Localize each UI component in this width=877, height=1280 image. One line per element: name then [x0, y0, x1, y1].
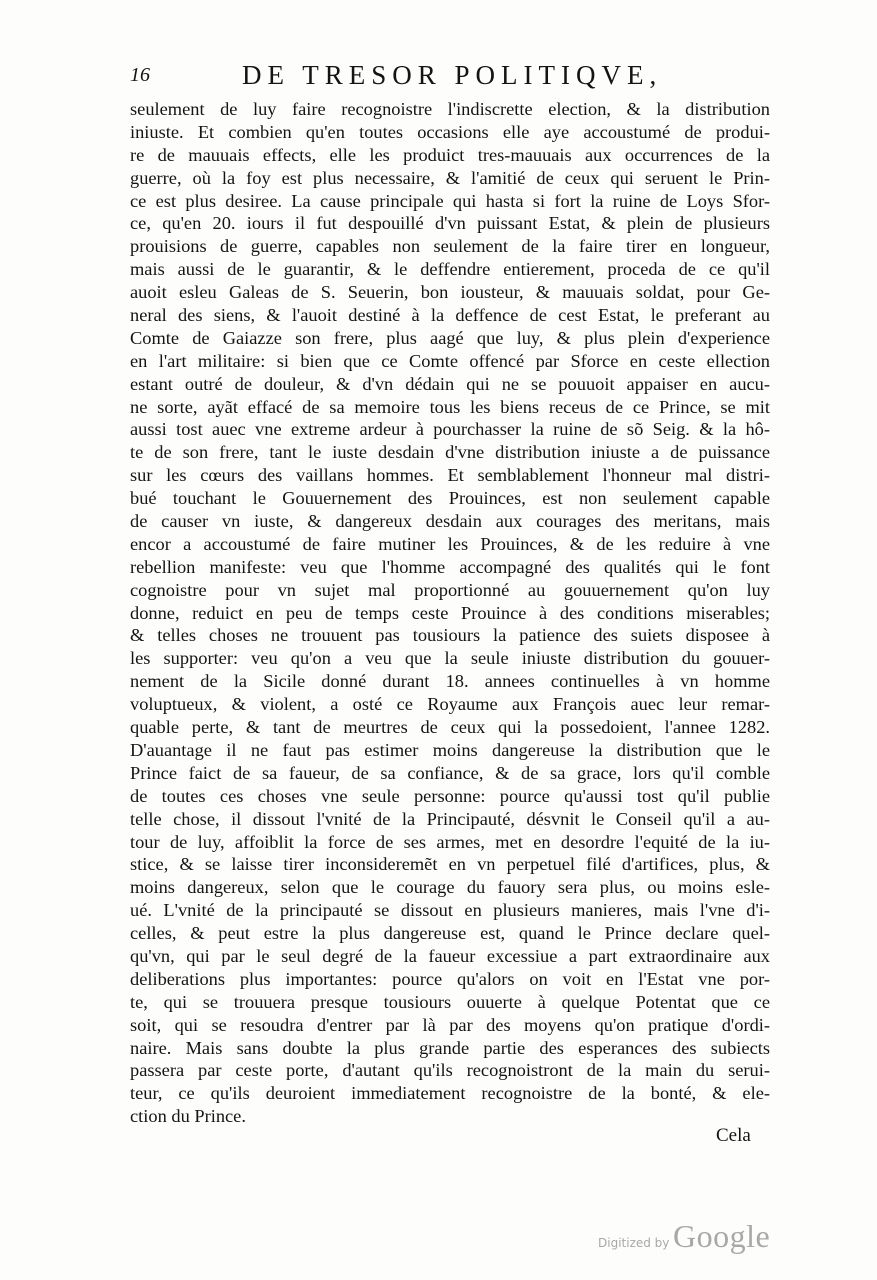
- watermark-prefix: Digitized by: [598, 1236, 670, 1250]
- text-line: de toutes ces choses vne seule personne: pource qu'aussi tost qu'il publie: [130, 785, 770, 806]
- text-line: & telles choses ne trouuent pas tousiours la patience des suiets disposee à: [130, 625, 770, 646]
- text-line: qu'vn, qui par le seul degré de la faueur excessiue a part extraordinaire aux: [130, 945, 770, 966]
- text-line: soit, qui se resoudra d'entrer par là par des moyens qu'on pratique d'ordi-: [130, 1014, 770, 1035]
- text-line: deliberations plus importantes: pource qu'alors on voit en l'Estat vne por-: [130, 968, 770, 989]
- text-line: Comte de Gaiazze son frere, plus aagé que luy, & plus plein d'experience: [130, 327, 770, 348]
- text-line: sur les cœurs des vaillans hommes. Et semblablement l'honneur mal distri-: [130, 465, 770, 486]
- page-number: 16: [130, 64, 150, 86]
- text-line: neral des siens, & l'auoit destiné à la deffence de cest Estat, le preferant au: [130, 305, 770, 326]
- text-line: bué touchant le Gouuernement des Prouinces, est non seulement capable: [130, 488, 770, 509]
- text-line: tour de luy, affoiblit la force de ses armes, met en desordre l'equité de la iu-: [130, 831, 770, 852]
- text-line: te de son frere, tant le iuste desdain d'vne distribution iniuste a de puissance: [130, 442, 770, 463]
- text-line: Prince faict de sa faueur, de sa confiance, & de sa grace, lors qu'il comble: [130, 762, 770, 783]
- body-text: [130, 98, 770, 1128]
- text-line: encor a accoustumé de faire mutiner les Prouinces, & de les reduire à vne: [130, 533, 770, 554]
- text-line: les supporter: veu qu'on a veu que la seule iniuste distribution du gouuer-: [130, 648, 770, 669]
- text-line: ué. L'vnité de la principauté se dissout en plusieurs manieres, mais l'vne d'i-: [130, 900, 770, 921]
- text-line: nement de la Sicile donné durant 18. annees continuelles à vn homme: [130, 671, 770, 692]
- text-line: mais aussi de le guarantir, & le deffendre entierement, proceda de ce qu'il: [130, 259, 770, 280]
- text-line: D'auantage il ne faut pas estimer moins dangereuse la distribution que le: [130, 739, 770, 760]
- text-line: ction du Prince.: [130, 1106, 246, 1127]
- text-line: telle chose, il dissout l'vnité de la Principauté, désvnit le Conseil qu'il a au-: [130, 808, 770, 829]
- text-line: quable perte, & tant de meurtres de ceux qui la possedoient, l'annee 1282.: [130, 717, 770, 738]
- text-line: ce, qu'en 20. iours il fut despouillé d'vn puissant Estat, & plein de plusieurs: [130, 213, 770, 234]
- text-line: voluptueux, & violent, a osté ce Royaume aux François auec leur remar-: [130, 694, 770, 715]
- text-line: naire. Mais sans doubte la plus grande partie des esperances des subiects: [130, 1037, 770, 1058]
- text-line: re de mauuais effects, elle les produict tres-mauuais aux occurrences de la: [130, 144, 770, 165]
- text-line: cognoistre pour vn sujet mal proportionné au gouuernement qu'on luy: [130, 579, 770, 600]
- google-logo: Google: [673, 1218, 771, 1254]
- text-line: prouisions de guerre, capables non seulement de la faire tirer en longueur,: [130, 236, 770, 257]
- text-line: iniuste. Et combien qu'en toutes occasions elle aye accoustumé de produi-: [130, 121, 770, 142]
- text-line: passera par ceste porte, d'autant qu'ils recognoistront de la main du serui-: [130, 1060, 770, 1081]
- text-line: aussi tost auec vne extreme ardeur à pourchasser la ruine de sõ Seig. & la hô-: [130, 419, 770, 440]
- text-line: ce est plus desiree. La cause principale qui hasta si fort la ruine de Loys Sfor-: [130, 190, 770, 211]
- text-line: te, qui se trouuera presque tousiours ouuerte à quelque Potentat que ce: [130, 991, 770, 1012]
- text-line: auoit esleu Galeas de S. Seuerin, bon iousteur, & mauuais soldat, pour Ge-: [130, 282, 770, 303]
- page-header: [130, 60, 770, 100]
- text-line: teur, ce qu'ils deuroient immediatement recognoistre de la bonté, & ele-: [130, 1083, 770, 1104]
- text-line: moins dangereux, selon que le courage du fauory sera plus, ou moins esle-: [130, 877, 770, 898]
- running-title: DE TRESOR POLITIQVE,: [242, 60, 663, 90]
- catchword: Cela: [716, 1125, 751, 1146]
- text-line: de causer vn iuste, & dangereux desdain aux courages des meritans, mais: [130, 511, 770, 532]
- text-line: donne, reduict en peu de temps ceste Prouince à des conditions miserables;: [130, 602, 770, 623]
- text-line: seulement de luy faire recognoistre l'indiscrette election, & la distribution: [130, 99, 770, 119]
- digitization-watermark: [598, 1218, 788, 1258]
- text-line: ne sorte, ayãt effacé de sa memoire tous les biens receus de ce Prince, se mit: [130, 396, 770, 417]
- text-line: rebellion manifeste: veu que l'homme accompagné des qualités qui le font: [130, 556, 770, 577]
- text-line: estant outré de douleur, & d'vn dédain qui ne se pouuoit appaiser en aucu-: [130, 373, 770, 394]
- text-line: stice, & se laisse tirer inconsideremẽt en vn perpetuel filé d'artifices, plus, &: [130, 854, 770, 875]
- text-line: en l'art militaire: si bien que ce Comte offencé par Sforce en ceste ellection: [130, 350, 770, 371]
- text-line: guerre, où la foy est plus necessaire, & l'amitié de ceux qui seruent le Prin-: [130, 167, 770, 188]
- text-line: celles, & peut estre la plus dangereuse est, quand le Prince declare quel-: [130, 923, 770, 944]
